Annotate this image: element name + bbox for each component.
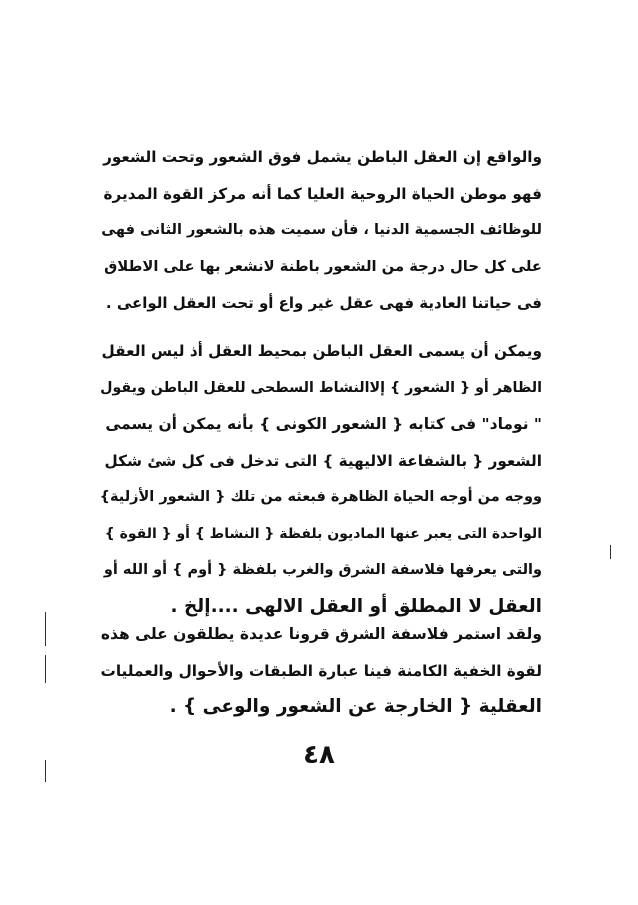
text-line: العقلية { الخارجة عن الشعور والوعى } . <box>169 696 542 717</box>
text-line: الشعور { بالشفاعة الاليهية } التى تدخل فى كل شئ شكل <box>104 451 542 470</box>
text-line: والتى يعرفها فلاسفة الشرق والغرب بلفظة { أوم } أو الله أو <box>103 562 542 578</box>
text-line: الواحدة التى يعبر عنها الماديون بلفظة { النشاط } أو { القوة } <box>104 525 542 542</box>
scan-artifact-line <box>45 655 46 683</box>
scan-artifact-line <box>45 760 46 782</box>
text-line: والواقع إن العقل الباطن يشمل فوق الشعور وتحت الشعور <box>103 148 542 166</box>
page-number: ٤٨ <box>303 740 335 770</box>
scan-artifact-line <box>610 545 611 559</box>
text-line: ووجه من أوجه الحياة الظاهرة فبعثه من تلك { الشعور الأزلية} <box>100 489 542 505</box>
text-line: لقوة الخفية الكامنة فينا عبارة الطبقات والأحوال والعمليات <box>100 661 542 680</box>
text-line: فى حياتنا العادية فهى عقل غير واع أو تحت العقل الواعى . <box>105 294 542 312</box>
text-line: العقل لا المطلق أو العقل الالهى ....إلخ . <box>170 595 542 617</box>
text-line: ولقد استمر فلاسفة الشرق قرونا عديدة يطلقون على هذه <box>100 625 542 643</box>
paragraph-3 <box>100 616 542 726</box>
paragraph-2 <box>100 333 542 625</box>
paragraph-1 <box>100 139 542 322</box>
scan-artifact-line <box>45 612 46 646</box>
text-line: ويمكن أن يسمى العقل الباطن بمحيط العقل أذ ليس العقل <box>101 342 542 360</box>
text-line: فهو موطن الحياة الروحية العليا كما أنه مركز القوة المديرة <box>103 184 542 203</box>
text-line: على كل حال درجة من الشعور باطنة لانشعر بها على الاطلاق <box>104 257 542 275</box>
text-line: الظاهر أو { الشعور } إلاالنشاط السطحى للعقل الباطن ويقول <box>100 379 542 396</box>
text-line: " نوماد" فى كتابه { الشعور الكونى } بأنه يمكن أن يسمى <box>105 415 542 433</box>
text-line: للوظائف الجسمية الدنيا ، فأن سميت هذه بالشعور الثانى فهى <box>101 222 542 238</box>
